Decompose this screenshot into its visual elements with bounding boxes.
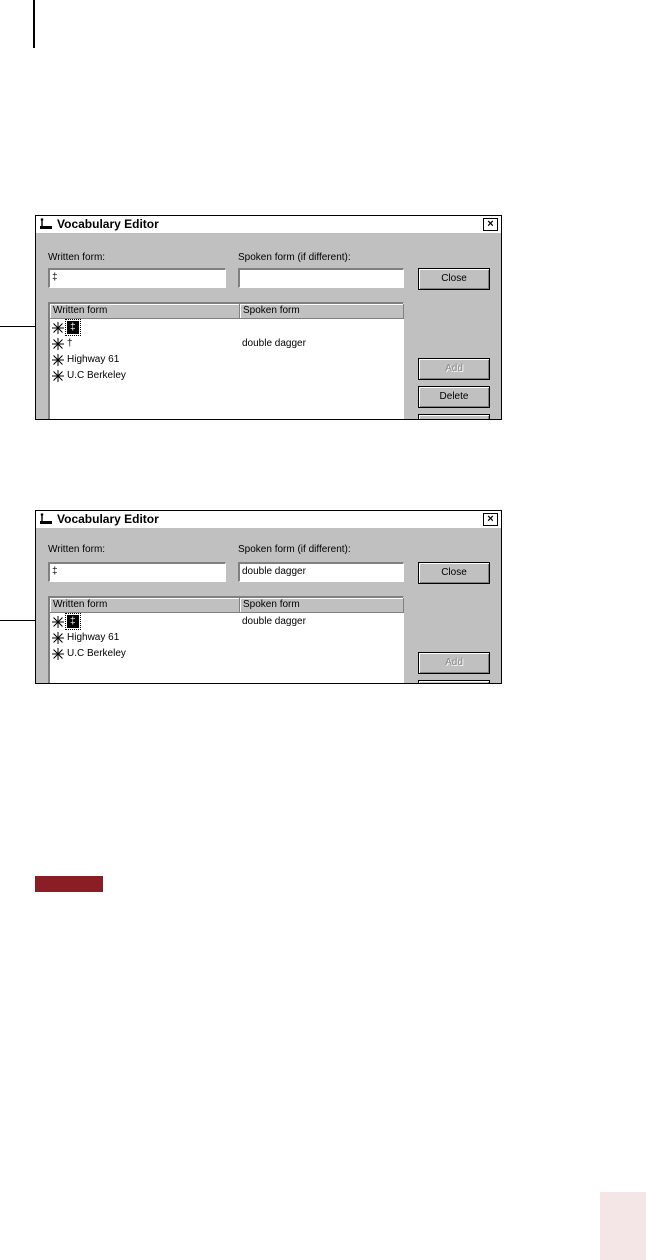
column-header-written[interactable]: Written form (50, 598, 240, 613)
written-form-input[interactable]: ‡ (48, 268, 226, 288)
written-form-cell: ‡ (67, 615, 79, 628)
written-form-label: Written form: (48, 544, 106, 555)
snowflake-vocab-icon (52, 632, 64, 644)
add-button[interactable]: Add (418, 358, 490, 380)
spoken-form-cell: double dagger (242, 338, 306, 349)
vocabulary-list[interactable] (48, 302, 404, 420)
dialog-title: Vocabulary Editor (57, 217, 159, 231)
microphone-pen-icon (39, 218, 53, 231)
close-icon[interactable]: × (483, 513, 498, 526)
close-button[interactable]: Close (418, 268, 490, 290)
close-icon[interactable]: × (483, 218, 498, 231)
button-cut-off[interactable] (418, 414, 490, 420)
list-item[interactable] (50, 368, 403, 384)
margin-rule (33, 0, 35, 48)
title-bar (36, 216, 501, 233)
vocabulary-list[interactable] (48, 596, 404, 684)
list-item[interactable] (50, 630, 403, 646)
list-item[interactable] (50, 320, 403, 336)
column-header-spoken[interactable]: Spoken form (240, 598, 404, 613)
list-item[interactable] (50, 614, 403, 630)
spoken-form-cell: double dagger (242, 616, 306, 627)
snowflake-vocab-icon (52, 322, 64, 334)
dialog-title: Vocabulary Editor (57, 512, 159, 526)
snowflake-vocab-icon (52, 370, 64, 382)
written-form-cell: U.C Berkeley (67, 370, 126, 381)
title-bar (36, 511, 501, 528)
snowflake-vocab-icon (52, 616, 64, 628)
list-item[interactable] (50, 646, 403, 662)
vocabulary-editor-dialog (35, 215, 502, 420)
spoken-form-input[interactable] (238, 268, 404, 288)
add-button[interactable]: Add (418, 652, 490, 674)
written-form-cell: ‡ (67, 321, 79, 334)
section-marker-bar (35, 876, 103, 892)
written-form-cell: † (67, 338, 73, 349)
spoken-form-input[interactable]: double dagger (238, 562, 404, 582)
microphone-pen-icon (39, 513, 53, 526)
column-header-written[interactable]: Written form (50, 304, 240, 319)
spoken-form-label: Spoken form (if different): (238, 544, 351, 555)
written-form-input[interactable]: ‡ (48, 562, 226, 582)
delete-button[interactable]: Delete (418, 386, 490, 408)
list-item[interactable] (50, 336, 403, 352)
written-form-label: Written form: (48, 252, 106, 263)
written-form-cell: Highway 61 (67, 354, 120, 365)
column-header-spoken[interactable]: Spoken form (240, 304, 404, 319)
close-button[interactable]: Close (418, 562, 490, 584)
written-form-cell: Highway 61 (67, 632, 120, 643)
vocabulary-editor-dialog (35, 510, 502, 684)
button-cut-off[interactable] (418, 680, 490, 684)
list-item[interactable] (50, 352, 403, 368)
list-header (50, 598, 403, 613)
list-header (50, 304, 403, 319)
snowflake-vocab-icon (52, 354, 64, 366)
spoken-form-label: Spoken form (if different): (238, 252, 351, 263)
snowflake-vocab-icon (52, 648, 64, 660)
snowflake-vocab-icon (52, 338, 64, 350)
written-form-cell: U.C Berkeley (67, 648, 126, 659)
page-corner-tab (600, 1192, 646, 1260)
